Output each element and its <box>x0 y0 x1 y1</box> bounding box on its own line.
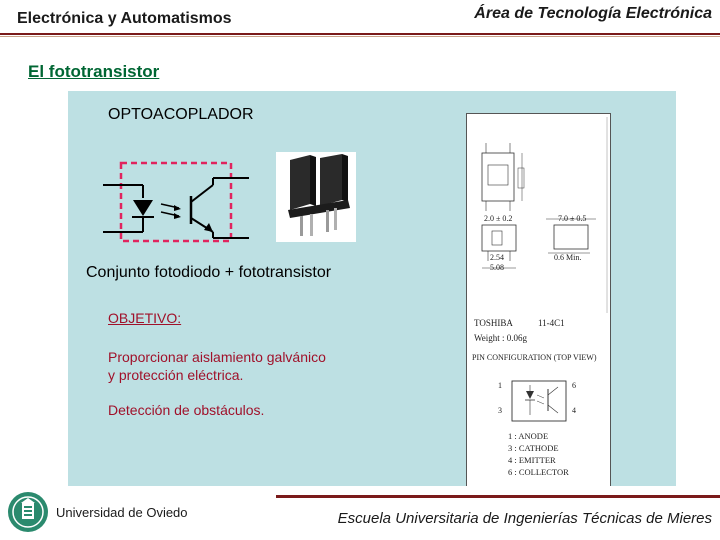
objective-label: OBJETIVO: <box>108 310 182 326</box>
university-logo <box>7 491 49 533</box>
dim-label: 7.0 ± 0.5 <box>558 214 587 223</box>
school-name: Escuela Universitaria de Ingenierías Técnicas de Mieres <box>337 510 712 527</box>
dim-label: 2.0 ± 0.2 <box>484 214 513 223</box>
header-divider-shadow <box>0 36 720 37</box>
svg-text:6: 6 <box>572 381 576 390</box>
objective-line-1: Proporcionar aislamiento galvánico <box>108 349 326 365</box>
assembly-caption: Conjunto fotodiodo + fototransistor <box>86 264 332 281</box>
pin-label: 4 : EMITTER <box>508 455 556 465</box>
header-divider <box>0 33 720 35</box>
objective-line-2: y protección eléctrica. <box>108 367 244 383</box>
svg-text:4: 4 <box>572 406 576 415</box>
pin-label: 6 : COLLECTOR <box>508 467 569 477</box>
led-diode-symbol <box>133 200 153 216</box>
pin-label: 3 : CATHODE <box>508 443 559 453</box>
detection-text: Detección de obstáculos. <box>108 402 265 418</box>
datasheet-weight: Weight : 0.06g <box>474 333 528 343</box>
dim-label: 0.6 Min. <box>554 253 582 262</box>
svg-text:1: 1 <box>498 381 502 390</box>
optocoupler-photo <box>276 152 356 242</box>
header-area-title: Área de Tecnología Electrónica <box>474 5 712 22</box>
dim-label: 5.08 <box>490 263 504 272</box>
footer-divider <box>276 495 720 498</box>
svg-text:3: 3 <box>498 406 502 415</box>
datasheet-maker: TOSHIBA <box>474 318 513 328</box>
pin-label: 1 : ANODE <box>508 431 549 441</box>
objective-text <box>108 348 326 384</box>
optocoupler-heading: OPTOACOPLADOR <box>108 106 254 123</box>
dim-label: 2.54 <box>490 253 504 262</box>
header-course-title: Electrónica y Automatismos <box>17 10 232 27</box>
optocoupler-schematic <box>103 160 253 245</box>
slide-title: El fototransistor <box>28 62 160 81</box>
datasheet-model: 11-4C1 <box>538 318 565 328</box>
pin-config-title: PIN CONFIGURATION (TOP VIEW) <box>472 353 597 362</box>
datasheet-image <box>466 113 611 486</box>
university-name: Universidad de Oviedo <box>56 505 188 520</box>
